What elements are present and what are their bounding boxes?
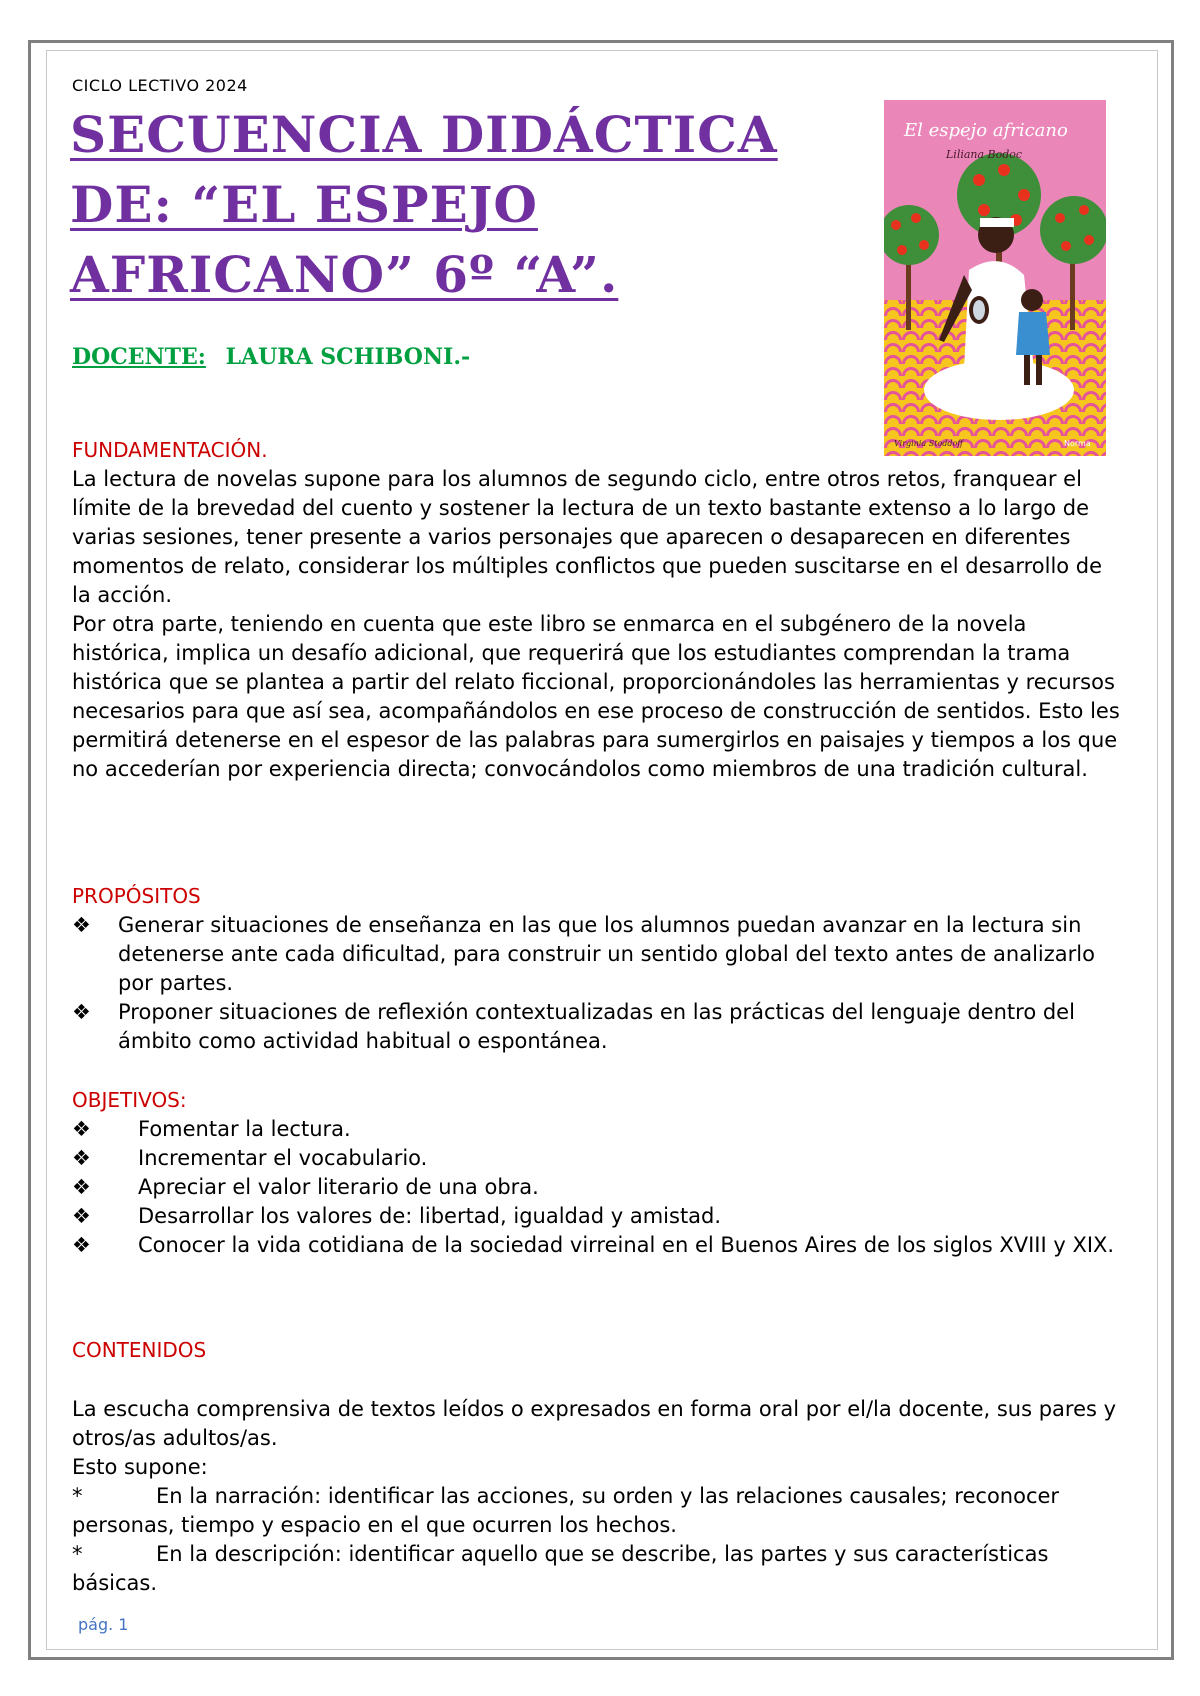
objetivos-heading: OBJETIVOS:	[72, 1088, 187, 1112]
propositos-section	[72, 882, 1122, 1056]
diamond-bullet-icon: ❖	[72, 1117, 91, 1141]
contenidos-heading: CONTENIDOS	[72, 1338, 207, 1362]
ciclo-lectivo: CICLO LECTIVO 2024	[72, 76, 248, 95]
proposito-item	[72, 911, 1122, 998]
objetivo-item	[72, 1173, 1122, 1202]
diamond-bullet-icon: ❖	[72, 1175, 91, 1199]
title-line-1: SECUENCIA DIDÁCTICA	[70, 105, 778, 164]
proposito-text: Proponer situaciones de reflexión contextualizadas en las prácticas del lenguaje dentro del ámbito como actividad habitual o espontánea.	[118, 1000, 1075, 1053]
objetivo-item	[72, 1231, 1122, 1260]
diamond-bullet-icon: ❖	[72, 1146, 91, 1170]
document-title	[70, 100, 850, 310]
objetivos-section	[72, 1086, 1122, 1260]
contenido-text: En la narración: identificar las acciones, su orden y las relaciones causales; reconocer personas, tiempo y espacio en el que ocurren los hechos.	[72, 1484, 1060, 1537]
cover-publisher: Norma	[1064, 439, 1091, 448]
objetivo-text: Desarrollar los valores de: libertad, igualdad y amistad.	[138, 1204, 722, 1228]
contenidos-intro: La escucha comprensiva de textos leídos o expresados en forma oral por el/la docente, sus pares y otros/as adultos/as.	[72, 1397, 1117, 1450]
objetivo-text: Fomentar la lectura.	[138, 1117, 351, 1141]
fundamentacion-paragraph-2: Por otra parte, teniendo en cuenta que este libro se enmarca en el subgénero de la novela histórica, implica un desafío adicional, que requerirá que los estudiantes comprendan la trama histórica que se plantea a partir del relato ficcional, proporcionándoles las herramientas y recursos necesarios para que así sea, acompañándolos en ese proceso de construcción de sentidos. Esto les permitirá detenerse en el espesor de las palabras para sumergirlos en paisajes y tiempos a los que no accederían por experiencia directa; convocándolos como miembros de una tradición cultural.	[72, 612, 1120, 781]
proposito-item	[72, 998, 1122, 1056]
contenidos-supone: Esto supone:	[72, 1455, 208, 1479]
contenido-item	[72, 1482, 1122, 1540]
asterisk-bullet-icon: *	[72, 1542, 83, 1566]
diamond-bullet-icon: ❖	[72, 1233, 91, 1257]
objetivo-item	[72, 1115, 1122, 1144]
proposito-text: Generar situaciones de enseñanza en las que los alumnos puedan avanzar en la lectura sin detenerse ante cada dificultad, para construir un sentido global del texto antes de analizarlo por partes.	[118, 913, 1095, 995]
diamond-bullet-icon: ❖	[72, 1000, 91, 1024]
fundamentacion-section	[72, 436, 1122, 784]
page-number: pág. 1	[78, 1615, 129, 1634]
cover-title: El espejo africano	[904, 120, 1068, 141]
docente-label: DOCENTE:	[72, 344, 206, 370]
title-line-2: DE: “EL ESPEJO	[70, 175, 538, 234]
book-cover-image	[884, 100, 1106, 456]
propositos-heading: PROPÓSITOS	[72, 884, 201, 908]
objetivo-text: Conocer la vida cotidiana de la sociedad virreinal en el Buenos Aires de los siglos XVIII y XIX.	[138, 1233, 1115, 1257]
fundamentacion-heading: FUNDAMENTACIÓN.	[72, 438, 268, 462]
docente-line	[72, 344, 470, 370]
docente-name: LAURA SCHIBONI.-	[225, 344, 471, 370]
cover-author: Liliana Bodoc	[946, 148, 1023, 161]
diamond-bullet-icon: ❖	[72, 1204, 91, 1228]
objetivo-text: Incrementar el vocabulario.	[138, 1146, 428, 1170]
diamond-bullet-icon: ❖	[72, 913, 91, 937]
objetivo-item	[72, 1202, 1122, 1231]
objetivo-text: Apreciar el valor literario de una obra.	[138, 1175, 539, 1199]
contenido-item	[72, 1540, 1122, 1598]
asterisk-bullet-icon: *	[72, 1484, 83, 1508]
fundamentacion-paragraph-1: La lectura de novelas supone para los alumnos de segundo ciclo, entre otros retos, franquear el límite de la brevedad del cuento y sostener la lectura de un texto bastante extenso a lo largo de varias sesiones, tener presente a varios personajes que aparecen o desaparecen en diferentes momentos de relato, considerar los múltiples conflictos que pueden suscitarse en el desarrollo de la acción.	[72, 467, 1103, 607]
contenidos-section	[72, 1336, 1122, 1598]
contenido-text: En la descripción: identificar aquello que se describe, las partes y sus características básicas.	[72, 1542, 1049, 1595]
cover-illustrator: Virginia Stoddoff	[894, 439, 963, 448]
objetivo-item	[72, 1144, 1122, 1173]
title-line-3: AFRICANO” 6º “A”.	[70, 245, 619, 304]
